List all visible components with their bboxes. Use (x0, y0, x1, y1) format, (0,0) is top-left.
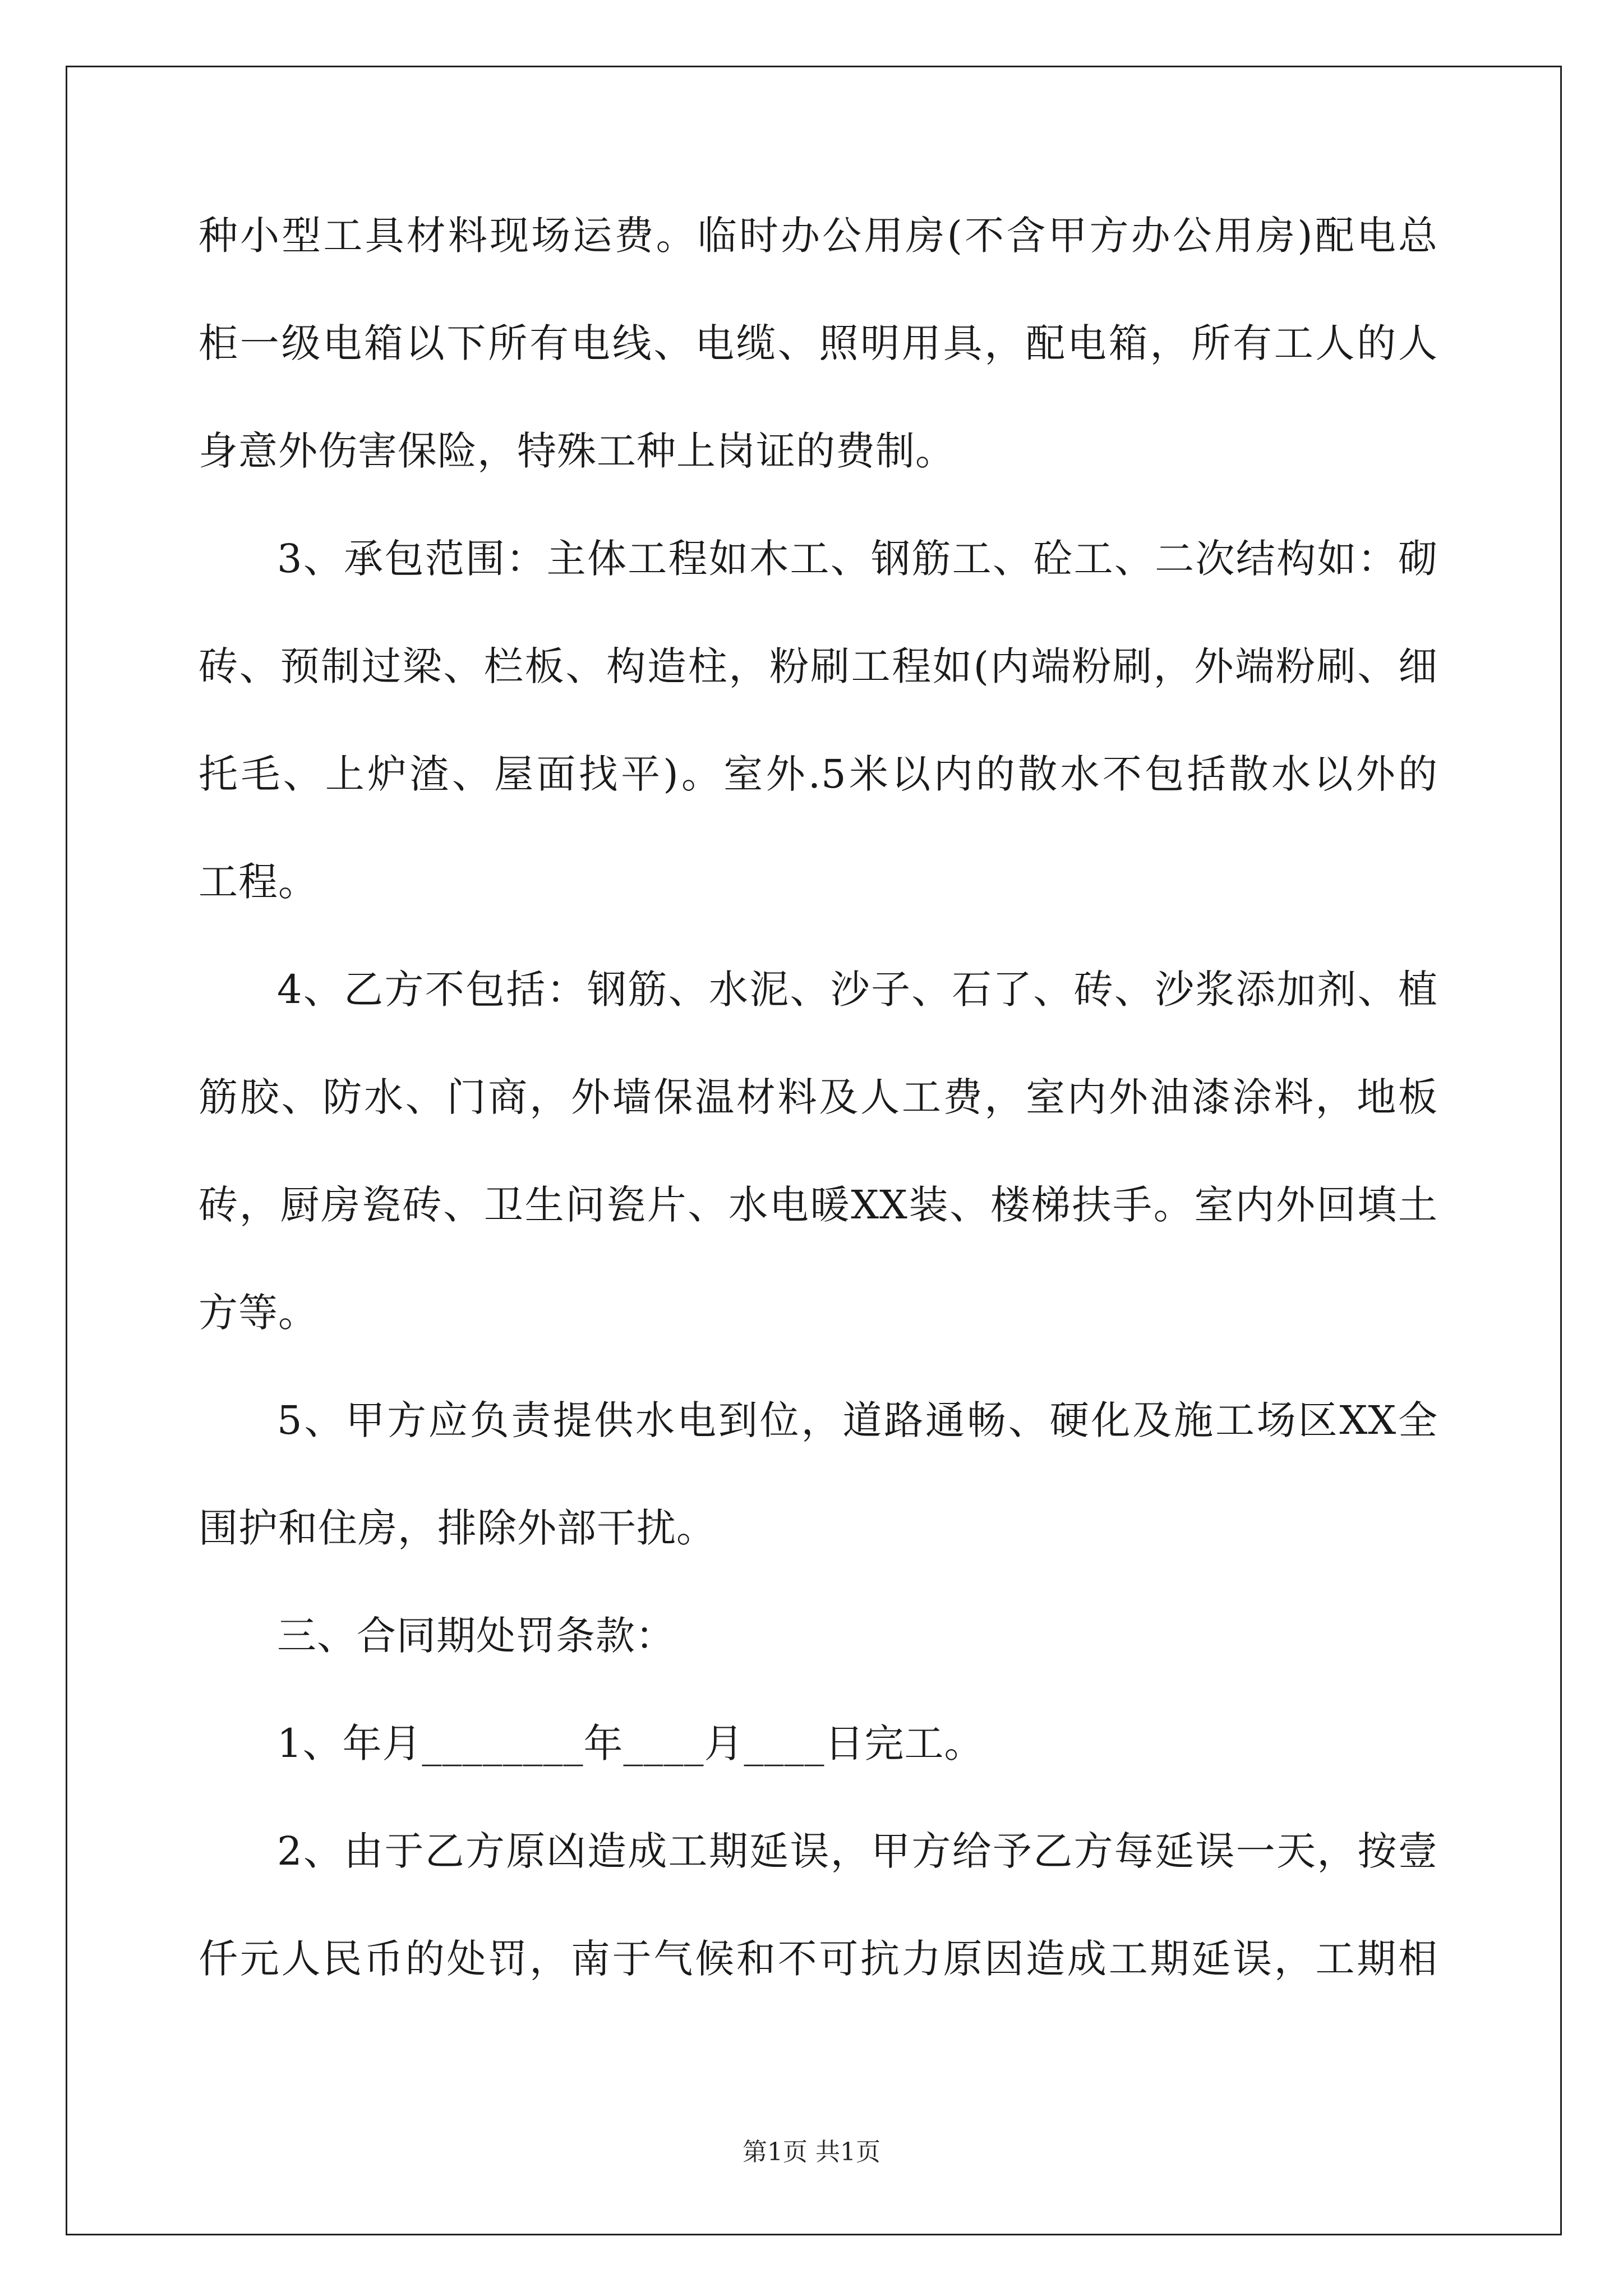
section-heading: 三、合同期处罚条款： (277, 1613, 675, 1659)
text-line: 围护和住房，排除外部干扰。 (199, 1505, 716, 1551)
paragraph-start-line: 3、承包范围：主体工程如木工、钢筋工、砼工、二次结构如：砌 (277, 536, 1438, 582)
paragraph-start-line: 5、甲方应负责提供水电到位，道路通畅、硬化及施工场区XX全 (277, 1397, 1438, 1443)
page-border (66, 66, 1562, 2235)
text-line: 托毛、上炉渣、屋面找平)。室外.5米以内的散水不包括散水以外的 (199, 751, 1438, 797)
text-line: 柜一级电箱以下所有电线、电缆、照明用具，配电箱，所有工人的人 (199, 320, 1438, 366)
text-line: 砖，厨房瓷砖、卫生问瓷片、水电暖XX装、楼梯扶手。室内外回填土 (199, 1182, 1438, 1228)
text-line: 仟元人民币的处罚，南于气候和不可抗力原因造成工期延误，工期相 (199, 1936, 1438, 1982)
paragraph-start-line: 1、年月________年____月____日完工。 (277, 1720, 984, 1766)
text-line: 工程。 (199, 859, 318, 905)
paragraph-start-line: 2、由于乙方原凶造成工期延误，甲方给予乙方每延误一天，按壹 (277, 1828, 1438, 1874)
text-line: 砖、预制过梁、栏板、构造柱，粉刷工程如(内端粉刷，外端粉刷、细 (199, 643, 1438, 689)
text-line: 方等。 (199, 1290, 318, 1336)
text-line: 身意外伤害保险，特殊工种上岗证的费制。 (199, 428, 955, 474)
paragraph-start-line: 4、乙方不包括：钢筋、水泥、沙子、石了、砖、沙浆添加剂、植 (277, 967, 1438, 1013)
text-line: 筋胶、防水、门商，外墙保温材料及人工费，室内外油漆涂料，地板 (199, 1074, 1438, 1120)
text-line: 种小型工具材料现场运费。临时办公用房(不含甲方办公用房)配电总 (199, 213, 1438, 259)
page-footer: 第1页 共1页 (743, 2138, 880, 2166)
